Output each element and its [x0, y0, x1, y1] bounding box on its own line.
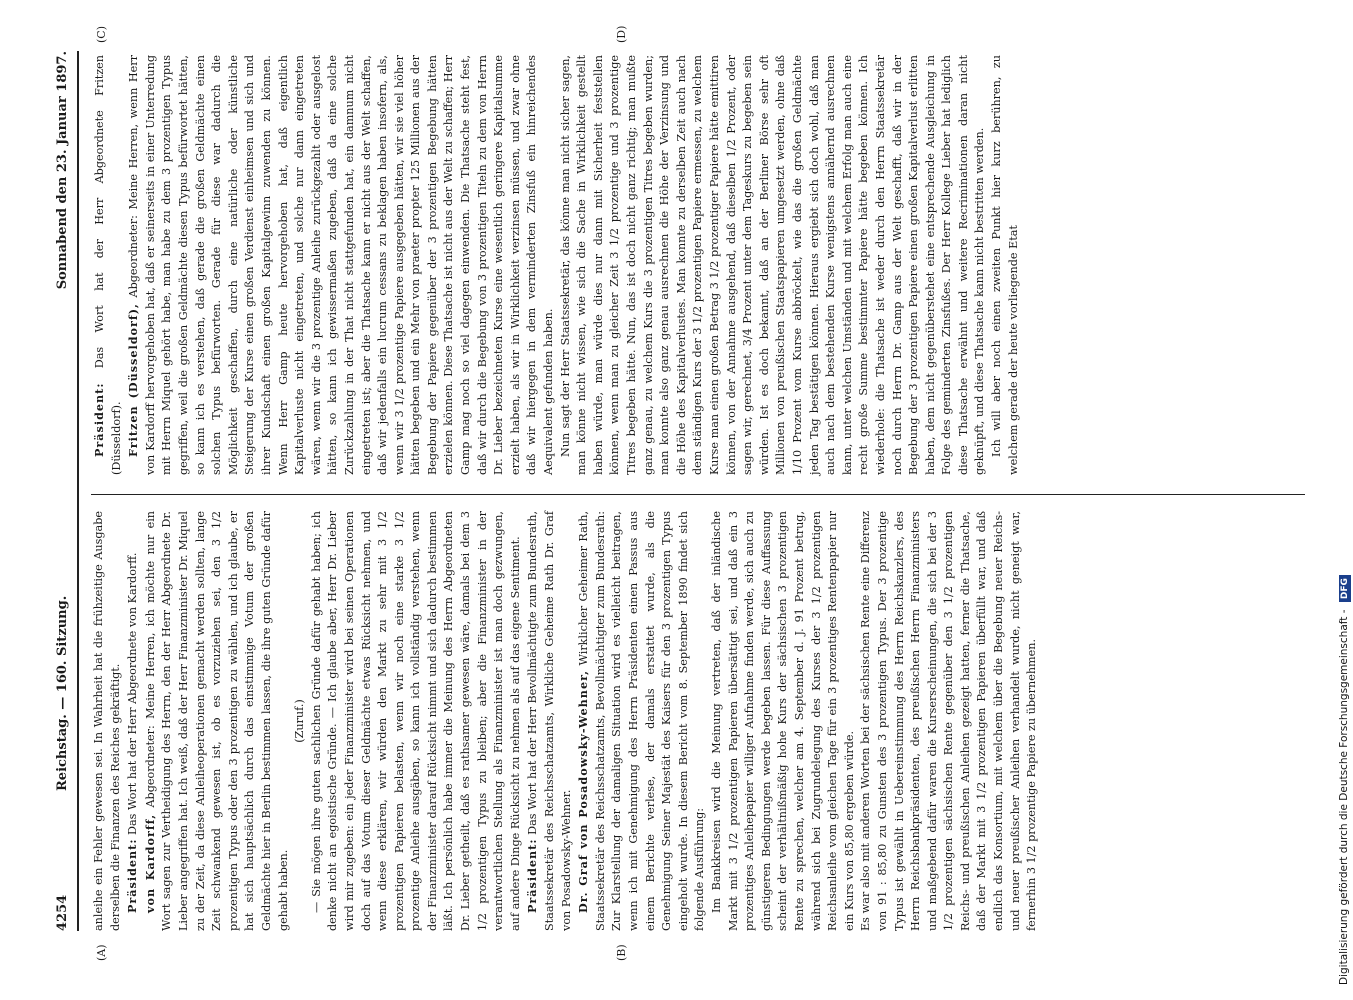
paragraph-text: Abgeordneter: Meine Herren, ich möchte nur ein Wort sagen zur Vertheidigung des Herrn, den der Herr Abgeordnete Dr. Lieber angegriffen hat. Ich weiß, daß der Herr Finanzminister Dr. Miquel zu der Zeit, da diese Anleiheoperationen gemacht werden sollten, lange Zeit schwankend gewesen ist, ob es vorzuziehen sei, den 3 1/2 prozentigen Typus oder den 3 prozentigen zu wählen, und ich glaube, er hat sich hauptsächlich durch das einstimmige Votum der großen Geldmächte hier in Berlin bestimmen lassen, die ihre guten Gründe dafür gehabt haben. [143, 511, 290, 931]
paragraph [858, 511, 1041, 931]
paragraph-text: Abgeordneter: Meine Herren, wenn Herr von Kardorff hervorgehoben hat, daß er seinerseits in einer Unterredung mit Herrn Miquel gehört habe, man habe zu dem 3 prozentigen Typus gegriffen, weil die großen Geldmächte diesen Typus befürwortet hätten, so kann ich es verstehen, daß gerade die großen Geldmächte einen solchen Typus befürworten. Gerade für diese war dadurch die Möglichkeit geschaffen, durch eine natürliche oder künstliche Steigerung der Kurse einen großen Verdienst einheimsen und sich und ihrer Kundschaft einen großen Kapitalgewinn zuwenden zu können. Wenn Herr Gamp heute hervorgehoben hat, daß eigentlich Kapitalverluste nicht eingetreten, und solche nur dann eingetreten wären, wenn wir die 3 prozentige Anleihe zurückgezahlt oder ausgelost hätten, so kann ich gewissermaßen zugeben, daß da eine solche Zurückzahlung in der That nicht stattgefunden hat, ein damnum nicht eingetreten ist; aber die Thatsache kann er nicht aus der Welt schaffen, daß wir jedenfalls ein lucrum cessans zu beklagen haben insofern, als, wenn wir 3 1/2 prozentige Papiere ausgegeben hätten, wir sie viel höher hätten begeben und ein Mehr von praeter propter 125 Millionen aus der Begebung der Papiere gegenüber der 3 prozentigen Begebung hätten erzielen können. Diese Thatsache ist nicht aus der Welt zu schaffen; Herr Gamp mag noch so viel dagegen einwenden. Die Thatsache steht fest, daß wir durch die Begebung von 3 prozentigen Titeln zu dem von Herrn Dr. Lieber bezeichneten Kurse eine wesentlich geringere Kapitalsumme erzielt haben, als wir in Wirklichkeit verzinsen müssen, und zwar ohne daß wir hiergegen in dem verminderten Zinsfuß ein hinreichendes Aequivalent gefunden haben. [127, 55, 556, 475]
page-number: 4254 [55, 894, 70, 931]
rotated-newspaper-page [55, 25, 1305, 961]
paragraph [125, 55, 557, 475]
paragraph [524, 511, 575, 931]
speaker-name: Präsident: [525, 838, 540, 913]
paragraph [575, 511, 709, 931]
paragraph-text: — Sie mögen ihre guten sachlichen Gründe dafür gehabt haben; ich denke nicht an egoistische Gründe. — Ich glaube aber, Herr Dr. Lieber wird mir zugeben: ein jeder Finanzminister wird bei seinen Operationen doch auf das Votum dieser Geldmächte etwas Rücksicht nehmen, und wenn diese erklären, wir würden den Markt zu sehr mit 3 1/2 prozentigen Papieren belasten, wenn wir noch eine starke 3 1/2 prozentige Anleihe ausgäben, so kann ich vollständig verstehen, wenn der Finanzminister darauf Rücksicht nimmt und sich dadurch bestimmen läßt. Ich persönlich habe immer die Meinung des Herrn Abgeordneten Dr. Lieber getheilt, daß es rathsamer gewesen wäre, damals bei dem 3 1/2 prozentigen Typus zu bleiben; aber die Finanzminister in der verantwortlichen Stellung als Finanzminister ist man doch gezwungen, auf andere Dinge Rücksicht zu nehmen als auf das eigene Sentiment. [309, 511, 522, 931]
paragraph-text: Ich will aber noch einen zweiten Punkt hier kurz berühren, zu welchem gerade der heute vorliegende Etat [990, 55, 1020, 475]
paragraph-text: Das Wort hat der Herr Bevollmächtigte zum Bundesrath, Staatssekretär des Reichsschatzamts, Wirkliche Geheime Rath Dr. Graf von Posadowsky-Wehner. [526, 511, 573, 931]
margin-marker-c: (C) [95, 26, 108, 43]
right-text-column [91, 55, 1022, 475]
paragraph-text: Nun sagt der Herr Staatssekretär, das könne man nicht sicher sagen, man könne nicht wissen, wie sich die Sache in Wirklichkeit gestellt haben würde, man würde dies nur dann mit Sicherheit feststellen können, wenn man zu gleicher Zeit 3 1/2 prozentige und 3 prozentige Titres begeben hätte. Nun, das ist doch nicht ganz richtig; man mußte ganz genau, zu welchem Kurs die 3 prozentigen Titres begeben wurden; man konnte also ganz genau ausrechnen die Höhe der Verzinsung und die Höhe des Kapitalverlustes. Man konnte zu derselben Zeit auch nach dem ständigen Kurs der 3 1/2 prozentigen Papiere ermessen, zu welchem Kurse man einen großen Betrag 3 1/2 prozentiger Papiere hätte emittiren können, von der Annahme ausgehend, daß dieselben 1/2 Prozent, oder sagen wir, gerechnet, 3/4 Prozent unter dem Tageskurs zu begeben sein würden. Ist es doch bekannt, daß an der Berliner Börse sehr oft Millionen von preußischen Staatspapieren umgesetzt werden, ohne daß 1/10 Prozent vom Kurse abbröckelt, wie das die großen Geldmächte jeden Tag bestätigen können. Hieraus ergiebt sich doch wohl, daß man auch nach dem bestehenden Kurse wenigstens annähernd ausrechnen kann, unter welchen Umständen und mit welchem Erfolg man auch eine recht große Summe bestimmter Papiere hätte begeben können. Ich wiederhole: die Thatsache ist weder durch den Herrn Staatssekretär noch durch Herrn Dr. Gamp aus der Welt geschafft, daß wir in der Begebung der 3 prozentigen Papiere einen großen Kapitalverlust erlitten haben, dem nicht gegenüberstehet eine entsprechende Ausgleichung in Folge des geminderten Zinsfußes. Der Herr Kollege Lieber hat lediglich diese Thatsache erwähnt und weitere Recriminationen daran nicht geknüpft, und diese Thatsache kann nicht bestritten werden. [558, 55, 987, 475]
paragraph [989, 55, 1022, 475]
paragraph [91, 511, 124, 931]
paragraph-text: (Zuruf.) [293, 699, 307, 743]
margin-marker-a: (A) [95, 944, 108, 961]
credit-text: Digitalisierung gefördert durch die Deutsche Forschungsgemeinschaft - [1338, 609, 1350, 985]
paragraph-text: anleihe ein Fehler gewesen sei. In Wahrheit hat die frühzeitige Ausgabe derselben die Finanzen des Reiches gekräftigt. [92, 511, 122, 931]
speaker-name: Präsident: [92, 382, 106, 457]
page-header [55, 51, 79, 931]
paragraph-text: Das Wort hat der Herr Abgeordnete von Kardorff. [126, 552, 140, 839]
paragraph [292, 511, 309, 931]
speaker-name: Dr. Graf von Posadowsky-Wehner, [576, 669, 591, 913]
paragraph-text: Wirklicher Geheimer Rath, Staatssekretär des Reichsschatzamts, Bevollmächtigter zum Bundesrath: Zur Klarstellung der damaligen Situation wird es vielleicht beitragen, wenn ich mit Genehmigung des Herrn Präsidenten einen Passus aus einem Berichte verlese, der damals erstattet wurde, als die Genehmigung Seiner Majestät des Kaisers für den 3 prozentigen Typus eingeholt wurde. In diesem Bericht vom 8. September 1890 findet sich folgende Ausführung: [577, 510, 707, 931]
paragraph [124, 511, 142, 931]
header-rule [77, 51, 79, 931]
digitization-credit [1338, 575, 1351, 985]
paragraph [142, 511, 292, 931]
paragraph-text: Es war also mit anderen Worten bei der sächsischen Rente eine Differenz von 91 : 85,80 zu Gunsten des 3 prozentigen Typus. Der 3 prozentige Typus ist gewählt in Uebereinstimmung des Herrn Reichskanzlers, des Herrn Reichsbankpräsidenten, des preußischen Herrn Finanzministers und maßgebend dafür waren die Kurserscheinungen, die sich bei der 3 1/2 prozentigen sächsischen Rente gegenüber den 3 1/2 prozentigen Reichs- und preußischen Anleihen gezeigt hatten, ferner die Thatsache, daß der Markt mit 3 1/2 prozentigen Papieren überfüllt war, und daß endlich das Konsortium, mit welchem über die Begebung neuer Reichs- und neuer preußischer Anleihen verhandelt wurde, nicht geneigt war, fernerhin 3 1/2 prozentige Papiere zu übernehmen. [859, 511, 1039, 931]
paragraph [558, 55, 989, 475]
speaker-name: Präsident: [125, 838, 140, 913]
speaker-name: von Kardorff, [142, 813, 157, 913]
margin-marker-d: (D) [615, 25, 628, 43]
dfg-logo-badge: DFG [1339, 575, 1351, 602]
margin-marker-b: (B) [615, 944, 628, 961]
paragraph-text: Im Bankkreisen wird die Meinung vertreten, daß der inländische Markt mit 3 1/2 prozentigen Papieren übersättigt sei, und daß ein 3 prozentiges Anleihepapier williger Aufnahme finden werde, sich auch zu günstigeren Bedingungen werde begeben lassen. Für diese Auffassung scheint der verhältnißmäßig hohe Kurs der sächsischen 3 prozentigen Rente zu sprechen, welcher am 4. September d. J. 91 Prozent betrug, während sich bei Zugrundelegung des Kurses der 3 1/2 prozentigen Reichsanleihe vom gleichen Tage für ein 3 prozentiges Rentenpapier nur ein Kurs von 85,80 ergeben würde. [709, 511, 856, 931]
paragraph [709, 511, 858, 931]
paragraph [91, 55, 125, 475]
left-text-column [91, 511, 1041, 931]
session-date: Sonnabend den 23. Januar 1897. [55, 51, 70, 290]
column-divider [91, 494, 1305, 495]
paragraph-text: Das Wort hat der Herr Abgeordnete Fritzen (Düsseldorf). [93, 55, 123, 475]
paragraph [309, 511, 525, 931]
chamber-session-title: Reichstag. — 160. Sitzung. [55, 595, 70, 791]
speaker-name: Fritzen (Düsseldorf), [126, 303, 141, 457]
